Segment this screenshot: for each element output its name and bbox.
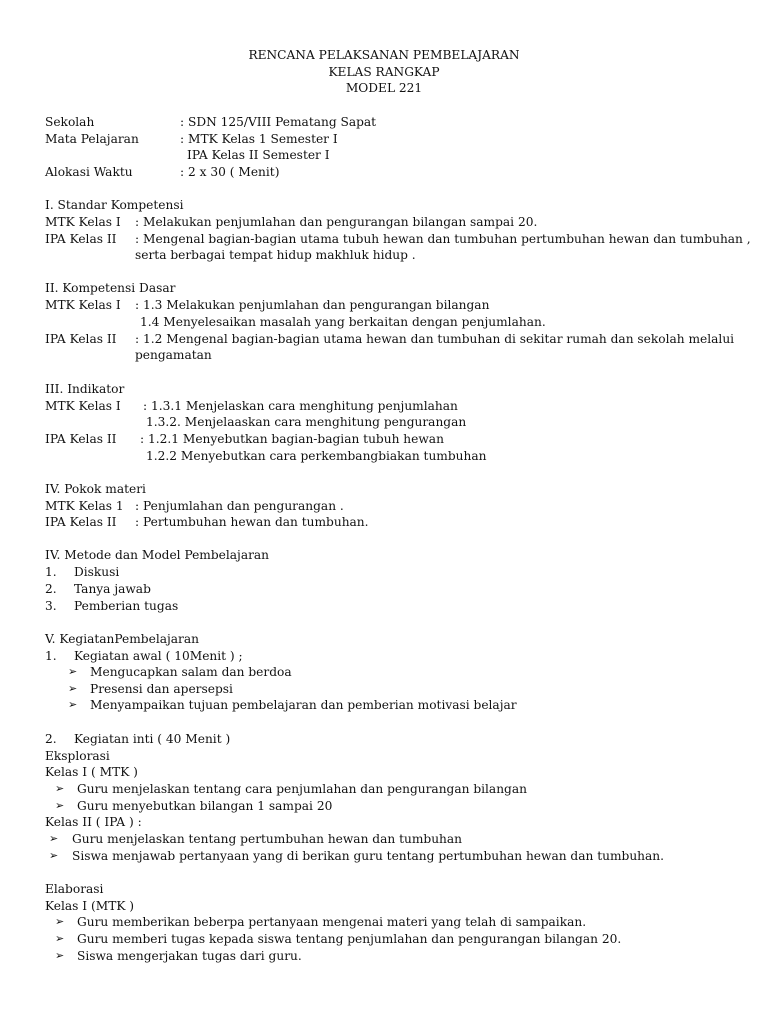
list-item: Tanya jawab <box>74 582 151 596</box>
doc-model: MODEL 221 <box>345 81 423 95</box>
list-item: Guru memberi tugas kepada siswa tentang penjumlahan dan pengurangan bilangan 20. <box>77 932 622 946</box>
indikator-mtk-value-1: : 1.3.1 Menjelaskan cara menghitung penjumlahan <box>143 399 458 413</box>
indikator-mtk-label: MTK Kelas I <box>45 399 121 413</box>
mapel-value-1: : MTK Kelas 1 Semester I <box>180 132 338 146</box>
list-item: Guru memberikan beberpa pertanyaan mengenai materi yang telah di sampaikan. <box>77 915 587 929</box>
kd-heading: II. Kompetensi Dasar <box>45 281 176 295</box>
mapel-value-2: IPA Kelas II Semester I <box>187 148 330 162</box>
list-item: Siswa mengerjakan tugas dari guru. <box>77 949 302 963</box>
sk-mtk-value: : Melakukan penjumlahan dan pengurangan bilangan sampai 20. <box>135 215 538 229</box>
kegiatan-inti-number: 2. <box>45 732 57 746</box>
eksplorasi-kelas2-heading: Kelas II ( IPA ) : <box>45 815 142 829</box>
kd-ipa-label: IPA Kelas II <box>45 332 117 346</box>
sk-mtk-label: MTK Kelas I <box>45 215 121 229</box>
arrowhead-bullet-icon: ➢ <box>55 932 65 945</box>
list-item-number: 2. <box>45 582 57 596</box>
list-item: Guru menyebutkan bilangan 1 sampai 20 <box>77 799 333 813</box>
list-item: Pemberian tugas <box>74 599 179 613</box>
arrowhead-bullet-icon: ➢ <box>68 665 78 678</box>
eksplorasi-heading: Eksplorasi <box>45 749 110 763</box>
arrowhead-bullet-icon: ➢ <box>68 682 78 695</box>
pokok-mtk-value: : Penjumlahan dan pengurangan . <box>135 499 344 513</box>
arrowhead-bullet-icon: ➢ <box>49 832 59 845</box>
alokasi-label: Alokasi Waktu <box>45 165 133 179</box>
indikator-ipa-label: IPA Kelas II <box>45 432 117 446</box>
mapel-label: Mata Pelajaran <box>45 132 139 146</box>
alokasi-value: : 2 x 30 ( Menit) <box>180 165 280 179</box>
list-item: Menyampaikan tujuan pembelajaran dan pemberian motivasi belajar <box>90 698 517 712</box>
sk-ipa-value-1: : Mengenal bagian-bagian utama tubuh hewan dan tumbuhan pertumbuhan hewan dan tumbuhan , <box>135 232 751 246</box>
kd-mtk-value-2: 1.4 Menyelesaikan masalah yang berkaitan dengan penjumlahan. <box>140 315 546 329</box>
pokok-mtk-label: MTK Kelas 1 <box>45 499 124 513</box>
elaborasi-heading: Elaborasi <box>45 882 104 896</box>
indikator-mtk-value-2: 1.3.2. Menjelaaskan cara menghitung pengurangan <box>146 415 467 429</box>
list-item: Diskusi <box>74 565 120 579</box>
indikator-ipa-value-2: 1.2.2 Menyebutkan cara perkembangbiakan tumbuhan <box>146 449 487 463</box>
kegiatan-awal-title: Kegiatan awal ( 10Menit ) ; <box>74 649 243 663</box>
kd-ipa-value-1: : 1.2 Mengenal bagian-bagian utama hewan dan tumbuhan di sekitar rumah dan sekolah melalui <box>135 332 735 346</box>
eksplorasi-kelas1-heading: Kelas I ( MTK ) <box>45 765 138 779</box>
list-item: Siswa menjawab pertanyaan yang di berikan guru tentang pertumbuhan hewan dan tumbuhan. <box>72 849 665 863</box>
pokok-ipa-value: : Pertumbuhan hewan dan tumbuhan. <box>135 515 369 529</box>
kegiatan-awal-number: 1. <box>45 649 57 663</box>
list-item: Presensi dan apersepsi <box>90 682 233 696</box>
kd-ipa-value-2: pengamatan <box>135 348 212 362</box>
list-item-number: 1. <box>45 565 57 579</box>
list-item-number: 3. <box>45 599 57 613</box>
doc-title: RENCANA PELAKSANAN PEMBELAJARAN <box>248 48 520 62</box>
kegiatan-heading: V. KegiatanPembelajaran <box>45 632 199 646</box>
pokok-ipa-label: IPA Kelas II <box>45 515 117 529</box>
indikator-ipa-value-1: : 1.2.1 Menyebutkan bagian-bagian tubuh hewan <box>140 432 444 446</box>
list-item: Guru menjelaskan tentang pertumbuhan hewan dan tumbuhan <box>72 832 463 846</box>
arrowhead-bullet-icon: ➢ <box>55 782 65 795</box>
sekolah-label: Sekolah <box>45 115 95 129</box>
kd-mtk-value-1: : 1.3 Melakukan penjumlahan dan pengurangan bilangan <box>135 298 490 312</box>
sekolah-value: : SDN 125/VIII Pematang Sapat <box>180 115 377 129</box>
pokok-heading: IV. Pokok materi <box>45 482 146 496</box>
arrowhead-bullet-icon: ➢ <box>49 849 59 862</box>
kd-mtk-label: MTK Kelas I <box>45 298 121 312</box>
indikator-heading: III. Indikator <box>45 382 125 396</box>
doc-subtitle: KELAS RANGKAP <box>328 65 440 79</box>
list-item: Mengucapkan salam dan berdoa <box>90 665 292 679</box>
kegiatan-inti-title: Kegiatan inti ( 40 Menit ) <box>74 732 231 746</box>
arrowhead-bullet-icon: ➢ <box>55 799 65 812</box>
arrowhead-bullet-icon: ➢ <box>68 698 78 711</box>
sk-ipa-value-2: serta berbagai tempat hidup makhluk hidup . <box>135 248 416 262</box>
arrowhead-bullet-icon: ➢ <box>55 915 65 928</box>
list-item: Guru menjelaskan tentang cara penjumlahan dan pengurangan bilangan <box>77 782 527 796</box>
elaborasi-kelas1-heading: Kelas I (MTK ) <box>45 899 135 913</box>
sk-ipa-label: IPA Kelas II <box>45 232 117 246</box>
arrowhead-bullet-icon: ➢ <box>55 949 65 962</box>
sk-heading: I. Standar Kompetensi <box>45 198 184 212</box>
metode-heading: IV. Metode dan Model Pembelajaran <box>45 548 270 562</box>
